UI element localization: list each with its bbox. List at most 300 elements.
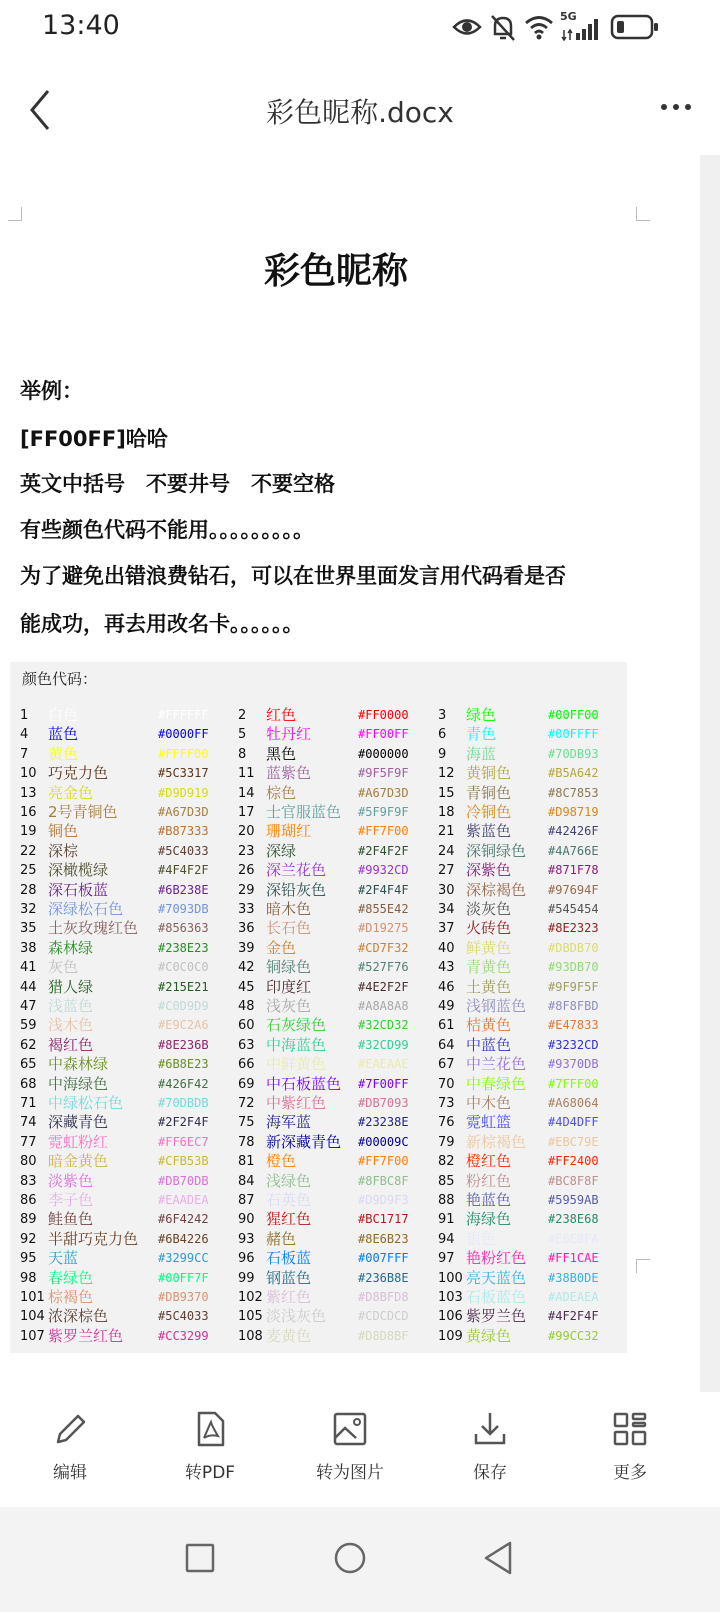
color-entry-number: 108 [238, 1328, 263, 1344]
color-entry-number: 32 [20, 902, 37, 917]
color-entry-number: 34 [438, 902, 455, 917]
color-entry-name: 半甜巧克力色 [48, 1229, 139, 1248]
paragraph: 能成功，再去用改名卡。。。。。。 [20, 612, 304, 636]
color-entry-name: 亮金色 [48, 783, 94, 802]
color-entry-name: 浅灰色 [266, 997, 312, 1015]
color-entry-name: 深棕褐色 [466, 880, 527, 899]
color-entry-number: 13 [20, 785, 37, 801]
color-entry-name: 冷铜色 [466, 803, 512, 821]
color-entry-code: #32CD99 [358, 1037, 409, 1052]
color-entry-code: #38B0DE [548, 1270, 599, 1285]
more-dots-icon[interactable] [656, 87, 696, 127]
color-entry-name: 深铅灰色 [266, 880, 327, 899]
color-entry-number: 33 [238, 902, 255, 917]
color-entry-number: 82 [438, 1154, 455, 1170]
color-entry-name: 浅绿色 [266, 1171, 312, 1190]
color-entry-number: 43 [438, 960, 455, 976]
color-entry-code: #C0D9D9 [158, 999, 209, 1013]
color-entry-code: #93DB70 [548, 960, 599, 975]
color-entry-number: 26 [238, 863, 255, 879]
home-circle-icon[interactable] [333, 1541, 367, 1575]
color-entry-name: 深藏青色 [48, 1113, 109, 1132]
color-entry-code: #ADEAEA [548, 1290, 599, 1304]
color-entry-code: #4E2F2F [358, 979, 409, 994]
color-entry-code: #9932CD [358, 863, 409, 878]
download-icon [472, 1410, 508, 1448]
color-entry-code: #EBC79E [548, 1134, 599, 1149]
color-entry-number: 25 [20, 863, 37, 879]
color-entry-code: #238E68 [548, 1212, 599, 1227]
color-entry-name: 中春绿色 [466, 1074, 527, 1093]
color-entry-code: #00FFFF [548, 727, 599, 742]
crop-mark [636, 207, 650, 221]
color-entry-name: 深绿 [266, 841, 297, 860]
recents-square-icon[interactable] [185, 1543, 215, 1573]
color-entry-number: 87 [238, 1193, 255, 1208]
color-entry-name: 淡紫色 [48, 1171, 94, 1190]
color-entry-number: 17 [238, 805, 255, 820]
color-entry-number: 61 [438, 1018, 455, 1034]
color-entry-number: 78 [238, 1134, 255, 1150]
color-entry-code: #BC1717 [358, 1212, 409, 1227]
color-entry-number: 65 [20, 1057, 37, 1073]
color-entry-code: #C0C0C0 [158, 960, 209, 975]
color-entry-name: 黄色 [48, 744, 79, 763]
color-entry-name: 青色 [466, 725, 497, 744]
color-entry-name: 深铜绿色 [466, 841, 527, 860]
color-entry-code: #DB70DB [158, 1173, 209, 1188]
color-entry-name: 土灰玫瑰红色 [48, 919, 139, 938]
document-title: 彩色昵称.docx [266, 96, 454, 129]
signal-icon [560, 18, 602, 42]
color-entry-number: 73 [438, 1096, 455, 1111]
color-entry-number: 98 [20, 1270, 37, 1286]
color-entry-name: 春绿色 [48, 1268, 94, 1287]
color-entry-code: #A8A8A8 [358, 999, 409, 1013]
color-entry-code: #D9D9F3 [358, 1193, 409, 1207]
color-entry-number: 74 [20, 1115, 37, 1131]
color-entry-code: #426F42 [158, 1076, 209, 1091]
color-entry-code: #97694F [548, 882, 599, 897]
color-entry-name: 海军蓝 [266, 1113, 312, 1132]
color-entry-name: 紫罗兰色 [466, 1307, 527, 1326]
color-entry-number: 103 [438, 1290, 463, 1305]
color-entry-number: 77 [20, 1134, 37, 1150]
color-entry-number: 83 [20, 1173, 37, 1189]
color-entry-code: #4F4F2F [158, 863, 209, 878]
color-entry-name: 深绿松石色 [48, 900, 124, 918]
color-entry-code: #B5A642 [548, 766, 599, 781]
color-entry-number: 28 [20, 882, 37, 898]
color-entry-number: 60 [238, 1018, 255, 1034]
color-entry-code: #CD7F32 [358, 940, 409, 955]
color-entry-number: 41 [20, 960, 37, 976]
color-entry-code: #236B8E [358, 1270, 409, 1285]
color-entry-name: 黑色 [266, 744, 297, 763]
color-entry-name: 中鲜黄色 [266, 1055, 327, 1074]
color-entry-name: 海蓝 [466, 744, 497, 763]
color-entry-code: #BC8F8F [548, 1173, 599, 1188]
color-entry-name: 铜绿色 [266, 958, 312, 977]
color-entry-name: 深兰花色 [266, 861, 327, 880]
color-entry-name: 霓虹粉红 [48, 1132, 109, 1151]
color-entry-name: 印度红 [266, 977, 312, 996]
color-entry-name: 深棕 [48, 841, 79, 860]
color-entry-name: 桔黄色 [466, 1016, 512, 1035]
color-entry-number: 84 [238, 1173, 255, 1189]
color-entry-name: 牡丹红 [266, 725, 312, 744]
color-entry-code: #00FF7F [158, 1270, 209, 1285]
color-entry-code: #D8D8BF [358, 1328, 409, 1343]
color-entry-code: #00FF00 [548, 708, 599, 722]
color-code-table-image [10, 662, 627, 1353]
color-entry-number: 49 [438, 999, 455, 1014]
color-entry-name: 绿色 [466, 706, 497, 724]
table-heading: 颜色代码： [22, 670, 98, 688]
color-entry-name: 橙色 [266, 1152, 297, 1171]
color-entry-code: #FF7F00 [358, 824, 409, 839]
color-entry-code: #3232CD [548, 1037, 599, 1052]
color-entry-number: 8 [238, 746, 247, 762]
color-entry-name: 暗金黄色 [48, 1152, 109, 1171]
paragraph: 举例： [20, 379, 83, 403]
color-entry-number: 71 [20, 1096, 37, 1111]
color-entry-code: #8FBC8F [358, 1173, 409, 1188]
color-entry-name: 石板蓝 [266, 1249, 312, 1268]
color-entry-code: #9F5F9F [358, 766, 409, 781]
color-entry-code: #D19275 [358, 921, 409, 936]
color-entry-number: 70 [438, 1076, 455, 1092]
color-entry-number: 101 [20, 1290, 45, 1305]
color-entry-number: 40 [438, 940, 455, 956]
color-entry-name: 黄绿色 [466, 1326, 512, 1345]
color-entry-number: 62 [20, 1037, 37, 1053]
color-entry-name: 白色 [48, 706, 79, 724]
color-entry-name: 深石板蓝 [48, 880, 109, 899]
paragraph: 有些颜色代码不能用。。。。。。。。。 [20, 518, 314, 542]
color-entry-number: 92 [20, 1231, 37, 1247]
save-label: 保存 [473, 1463, 507, 1483]
color-entry-code: #CFB53B [158, 1154, 209, 1169]
mute-bell-icon [490, 14, 516, 42]
color-entry-name: 2号青铜色 [48, 803, 118, 821]
color-entry-code: #6F4242 [158, 1212, 209, 1227]
color-entry-number: 69 [238, 1076, 255, 1092]
color-entry-number: 100 [438, 1270, 463, 1286]
color-entry-code: #A67D3D [358, 785, 409, 800]
color-entry-code: #FFFFFF [158, 708, 209, 722]
network-label: 5G [560, 10, 577, 23]
color-entry-name: 灰色 [48, 958, 79, 977]
color-entry-code: #70DBDB [158, 1096, 209, 1110]
color-entry-code: #EAEAAE [358, 1057, 409, 1072]
color-entry-number: 18 [438, 805, 455, 820]
color-entry-number: 38 [20, 940, 37, 956]
grid-icon [612, 1410, 648, 1448]
color-entry-number: 107 [20, 1328, 45, 1344]
color-entry-name: 中海绿色 [48, 1074, 109, 1093]
status-time: 13:40 [42, 10, 120, 41]
color-entry-code: #215E21 [158, 979, 209, 994]
color-entry-name: 红色 [266, 706, 297, 724]
color-entry-name: 中森林绿 [48, 1055, 109, 1074]
color-entry-name: 青黄色 [466, 958, 512, 977]
color-entry-number: 1 [20, 708, 29, 723]
color-entry-number: 12 [438, 766, 455, 782]
color-entry-code: #D8BFD8 [358, 1290, 409, 1304]
image-icon [332, 1410, 368, 1448]
color-entry-name: 深紫色 [466, 861, 512, 880]
color-entry-number: 94 [438, 1231, 455, 1247]
color-entry-number: 96 [238, 1251, 255, 1267]
color-entry-number: 46 [438, 979, 455, 995]
color-entry-code: #527F76 [358, 960, 409, 975]
color-entry-number: 5 [238, 727, 247, 743]
color-entry-number: 59 [20, 1018, 37, 1034]
color-entry-code: #6B8E23 [158, 1057, 209, 1072]
color-entry-number: 36 [238, 921, 255, 937]
paragraph: 为了避免出错浪费钻石，可以在世界里面发言用代码看是否 [20, 564, 566, 588]
pencil-icon [52, 1410, 88, 1448]
document-viewport[interactable] [0, 155, 720, 1410]
color-entry-number: 30 [438, 882, 455, 898]
color-entry-name: 珊瑚红 [266, 822, 312, 841]
paragraph: [FF00FF]哈哈 [20, 427, 168, 451]
color-entry-code: #5C3317 [158, 766, 209, 781]
color-entry-name: 中木色 [466, 1094, 512, 1112]
color-entry-code: #6B238E [158, 882, 209, 897]
color-entry-name: 森林绿 [48, 938, 94, 957]
color-entry-name: 海绿色 [466, 1210, 512, 1229]
color-entry-code: #DB9370 [158, 1290, 209, 1304]
color-entry-number: 2 [238, 708, 247, 723]
color-entry-number: 27 [438, 863, 455, 879]
color-entry-name: 麦黄色 [266, 1326, 312, 1345]
color-entry-code: #99CC32 [548, 1328, 599, 1343]
color-entry-number: 21 [438, 824, 455, 840]
color-entry-code: #8F8FBD [548, 999, 599, 1013]
color-entry-name: 李子色 [48, 1191, 94, 1209]
color-entry-name: 亮天蓝色 [466, 1268, 527, 1287]
color-entry-number: 22 [20, 843, 37, 859]
color-entry-name: 石英色 [266, 1191, 312, 1209]
color-entry-number: 109 [438, 1328, 463, 1344]
color-entry-number: 15 [438, 785, 455, 801]
color-entry-number: 104 [20, 1309, 45, 1325]
color-entry-number: 24 [438, 843, 455, 859]
to-image-button[interactable] [295, 1392, 405, 1507]
color-entry-name: 中紫红色 [266, 1094, 327, 1112]
color-entry-number: 105 [238, 1309, 263, 1325]
color-entry-code: #FF6EC7 [158, 1134, 209, 1149]
color-entry-code: #B87333 [158, 824, 209, 839]
color-entry-name: 天蓝 [48, 1249, 79, 1268]
color-entry-name: 青铜色 [466, 783, 512, 802]
color-entry-code: #238E23 [158, 940, 209, 955]
color-entry-number: 64 [438, 1037, 455, 1053]
color-entry-name: 火砖色 [466, 919, 512, 938]
color-entry-number: 97 [438, 1251, 455, 1267]
color-entry-number: 80 [20, 1154, 37, 1170]
color-entry-number: 93 [238, 1231, 255, 1247]
color-entry-number: 75 [238, 1115, 255, 1131]
color-entry-code: #70DB93 [548, 746, 599, 761]
color-entry-number: 85 [438, 1173, 455, 1189]
color-entry-code: #2F4F2F [358, 843, 409, 858]
color-entry-name: 棕色 [266, 783, 297, 802]
color-entry-name: 浅钢蓝色 [466, 997, 527, 1015]
color-entry-code: #7093DB [158, 902, 209, 916]
color-entry-number: 19 [20, 824, 37, 840]
color-entry-number: 37 [438, 921, 455, 937]
color-entry-name: 浅蓝色 [48, 997, 94, 1015]
color-entry-number: 9 [438, 746, 447, 762]
color-entry-name: 金色 [266, 938, 297, 957]
color-entry-number: 91 [438, 1212, 455, 1228]
color-entry-number: 6 [438, 727, 447, 743]
color-entry-name: 棕褐色 [48, 1288, 94, 1306]
color-entry-number: 89 [20, 1212, 37, 1228]
color-entry-name: 淡浅灰色 [266, 1307, 327, 1326]
color-entry-name: 新棕褐色 [466, 1132, 527, 1151]
color-entry-code: #0000FF [158, 727, 209, 742]
color-entry-code: #FF7F00 [358, 1154, 409, 1169]
color-entry-code: #E6E8FA [548, 1231, 599, 1246]
color-entry-code: #EAADEA [158, 1193, 209, 1207]
color-entry-number: 14 [238, 785, 255, 801]
color-entry-name: 蓝紫色 [266, 764, 312, 783]
color-entry-name: 浓深棕色 [48, 1307, 109, 1326]
color-entry-number: 76 [438, 1115, 455, 1131]
color-entry-code: #9F9F5F [548, 979, 599, 994]
color-entry-code: #007FFF [358, 1251, 409, 1266]
color-entry-number: 88 [438, 1193, 455, 1208]
color-entry-name: 中蓝色 [466, 1035, 512, 1054]
color-entry-number: 68 [20, 1076, 37, 1092]
color-entry-name: 鲑鱼色 [48, 1210, 94, 1229]
color-entry-name: 猩红色 [266, 1210, 312, 1229]
color-entry-code: #A68064 [548, 1096, 599, 1110]
color-entry-number: 67 [438, 1057, 455, 1073]
color-entry-code: #5C4033 [158, 1309, 209, 1324]
color-entry-number: 47 [20, 999, 37, 1014]
color-entry-code: #32CD32 [358, 1018, 409, 1033]
color-entry-name: 中绿松石色 [48, 1094, 124, 1112]
color-entry-number: 90 [238, 1212, 255, 1228]
color-entry-name: 橙红色 [466, 1152, 512, 1171]
color-entry-code: #8E236B [158, 1037, 209, 1052]
color-entry-code: #5959AB [548, 1193, 599, 1207]
color-entry-code: #5C4033 [158, 843, 209, 858]
color-entry-code: #3299CC [158, 1251, 209, 1266]
color-entry-name: 士官服蓝色 [266, 803, 342, 821]
color-entry-name: 钢蓝色 [266, 1268, 312, 1287]
crop-mark [636, 1259, 650, 1273]
color-entry-number: 4 [20, 727, 29, 743]
color-entry-number: 99 [238, 1270, 255, 1286]
wifi-icon [524, 14, 554, 40]
back-triangle-icon[interactable] [482, 1540, 514, 1576]
color-entry-name: 淡灰色 [466, 900, 512, 918]
color-entry-code: #CC3299 [158, 1328, 209, 1343]
color-entry-number: 63 [238, 1037, 255, 1053]
bottom-toolbar [0, 1392, 720, 1507]
color-entry-code: #9370DB [548, 1057, 599, 1072]
color-entry-code: #7F00FF [358, 1076, 409, 1091]
edit-button[interactable] [15, 1392, 125, 1507]
more-label: 更多 [613, 1463, 647, 1483]
color-entry-code: #4F2F4F [548, 1309, 599, 1324]
color-entry-name: 中海蓝色 [266, 1035, 327, 1054]
color-entry-code: #8E2323 [548, 921, 599, 936]
color-entry-code: #FF00FF [358, 727, 409, 742]
color-entry-code: #6B4226 [158, 1231, 209, 1246]
color-entry-code: #5F9F9F [358, 805, 409, 819]
color-entry-code: #CDCDCD [358, 1309, 409, 1324]
color-entry-code: #23238E [358, 1115, 409, 1130]
color-entry-number: 42 [238, 960, 255, 976]
color-entry-name: 猎人绿 [48, 977, 94, 996]
color-entry-code: #00009C [358, 1134, 409, 1149]
to-pdf-button[interactable] [155, 1392, 265, 1507]
color-entry-code: #871F78 [548, 863, 599, 878]
app-bar [0, 55, 720, 165]
color-entry-code: #DBDB70 [548, 940, 599, 955]
color-entry-number: 66 [238, 1057, 255, 1073]
color-entry-number: 102 [238, 1290, 263, 1305]
color-entry-name: 蓝色 [48, 725, 79, 744]
color-entry-code: #855E42 [358, 902, 409, 916]
color-entry-name: 深橄榄绿 [48, 861, 109, 880]
color-entry-name: 霓虹篮 [466, 1113, 512, 1132]
pdf-icon [192, 1410, 228, 1448]
color-entry-code: #E9C2A6 [158, 1018, 209, 1033]
eye-icon [452, 14, 482, 40]
color-entry-name: 粉红色 [466, 1171, 512, 1190]
color-entry-name: 鲜黄色 [466, 938, 512, 957]
color-entry-name: 艳蓝色 [466, 1191, 512, 1209]
color-entry-name: 铜色 [48, 822, 79, 841]
color-entry-name: 中兰花色 [466, 1055, 527, 1074]
color-entry-code: #2F4F4F [358, 882, 409, 897]
color-entry-number: 7 [20, 746, 29, 762]
color-entry-name: 长石色 [266, 919, 312, 938]
color-entry-code: #000000 [358, 746, 409, 761]
color-entry-name: 暗木色 [266, 900, 312, 918]
color-entry-code: #FFFF00 [158, 746, 209, 761]
color-entry-code: #8E6B23 [358, 1231, 409, 1246]
save-button[interactable] [435, 1392, 545, 1507]
color-entry-name: 银色 [466, 1229, 497, 1248]
color-entry-name: 紫蓝色 [466, 822, 512, 841]
color-entry-code: #A67D3D [158, 805, 209, 819]
color-entry-code: #2F2F4F [158, 1115, 209, 1130]
color-entry-number: 86 [20, 1193, 37, 1208]
more-button[interactable] [575, 1392, 685, 1507]
color-entry-code: #856363 [158, 921, 209, 936]
crop-mark [8, 207, 22, 221]
color-entry-number: 3 [438, 708, 447, 723]
color-entry-name: 赭色 [266, 1229, 297, 1248]
color-entry-code: #FF0000 [358, 708, 409, 722]
color-entry-number: 29 [238, 882, 255, 898]
color-entry-code: #545454 [548, 902, 599, 916]
color-entry-name: 巧克力色 [48, 764, 109, 783]
color-entry-number: 10 [20, 766, 37, 782]
color-entry-number: 79 [438, 1134, 455, 1150]
color-entry-code: #4D4DFF [548, 1115, 599, 1130]
color-entry-number: 48 [238, 999, 255, 1014]
